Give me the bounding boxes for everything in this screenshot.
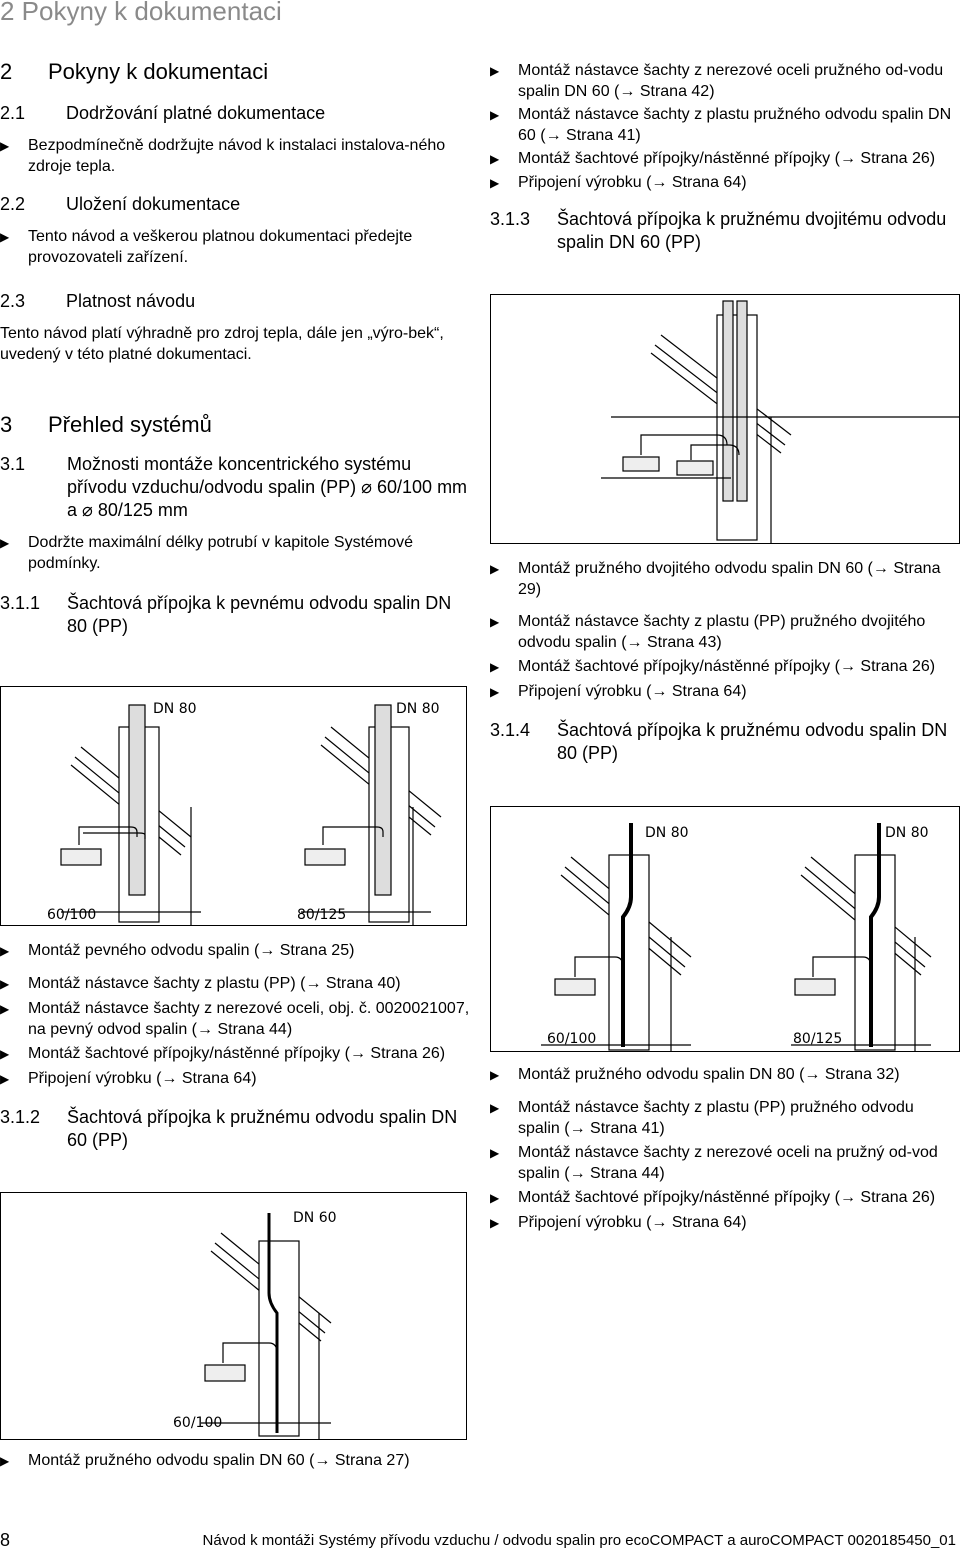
heading-s31: 3.1 Možnosti montáže koncentrického systému přívodu vzduchu/odvodu spalin (PP) ⌀ 60/100 mm a ⌀ 80/125 mm <box>0 454 468 520</box>
left-column <box>0 58 470 638</box>
label-dn80-a: DN 80 <box>645 825 689 841</box>
label-dn80-b: DN 80 <box>396 701 440 717</box>
list-item: ▶ Montáž nástavce šachty z nerezové oceli, obj. č. 0020021007, na pevný odvod spalin (→ Strana 44) <box>0 1000 470 1038</box>
heading-s312: 3.1.2 Šachtová přípojka k pružnému odvodu spalin DN 60 (PP) <box>0 1107 458 1150</box>
list-item: ▶ Montáž nástavce šachty z nerezové oceli na pružný od-vod spalin (→ Strana 44) <box>490 1144 938 1182</box>
label-80-125: 80/125 <box>793 1031 843 1047</box>
heading-s313: 3.1.3 Šachtová přípojka k pružnému dvojitému odvodu spalin DN 60 (PP) <box>490 209 947 252</box>
right-column-bottom <box>490 1064 960 1234</box>
left-column-lower <box>0 940 470 1152</box>
heading-s3: 3 Přehled systémů <box>0 412 212 437</box>
chimney-diagram <box>1 1193 466 1439</box>
list-item: ▶ Připojení výrobku (→ Strana 64) <box>490 683 747 700</box>
list-item: ▶ Montáž pružného odvodu spalin DN 60 (→ Strana 27) <box>0 1452 410 1469</box>
running-head: 2 Pokyny k dokumentaci <box>0 0 282 26</box>
label-80-125: 80/125 <box>297 907 347 923</box>
list-item: ▶ Montáž nástavce šachty z nerezové oceli pružného od-vodu spalin DN 60 (→ Strana 42) <box>490 62 944 100</box>
figure-flexible-flue-dn60 <box>0 1192 467 1440</box>
list-item: ▶ Montáž pevného odvodu spalin (→ Strana 25) <box>0 942 355 959</box>
right-column-mid <box>490 558 960 765</box>
list-item: ▶ Montáž nástavce šachty z plastu (PP) (→ Strana 40) <box>0 975 401 992</box>
label-dn80-a: DN 80 <box>153 701 197 717</box>
list-item: ▶ Montáž pružného odvodu spalin DN 80 (→ Strana 32) <box>490 1066 900 1083</box>
heading-s22: 2.2 Uložení dokumentace <box>0 194 241 214</box>
list-item: ▶ Bezpodmínečně dodržujte návod k instalaci instalova-ného zdroje tepla. <box>0 137 446 175</box>
figure-fixed-flue-dn80 <box>0 686 467 926</box>
heading-s21: 2.1 Dodržování platné dokumentace <box>0 103 326 123</box>
heading-s314: 3.1.4 Šachtová přípojka k pružnému odvodu spalin DN 80 (PP) <box>490 720 948 763</box>
chimney-diagram <box>1 687 466 925</box>
list-item: ▶ Montáž nástavce šachty z plastu (PP) pružného dvojitého odvodu spalin (→ Strana 43) <box>490 613 926 651</box>
list-item: ▶ Připojení výrobku (→ Strana 64) <box>0 1070 257 1087</box>
label-60-100: 60/100 <box>173 1415 223 1431</box>
chimney-diagram <box>491 295 959 543</box>
left-column-bottom <box>0 1450 470 1472</box>
list-item: ▶ Montáž šachtové přípojky/nástěnné přípojky (→ Strana 26) <box>490 658 936 675</box>
list-item: ▶ Montáž nástavce šachty z plastu (PP) pružného odvodu spalin (→ Strana 41) <box>490 1099 914 1137</box>
label-dn60: DN 60 <box>293 1210 337 1226</box>
heading-s311: 3.1.1 Šachtová přípojka k pevnému odvodu spalin DN 80 (PP) <box>0 593 452 636</box>
page-number: 8 <box>0 1530 11 1550</box>
heading-s23: 2.3 Platnost návodu <box>0 291 196 311</box>
list-item: ▶ Montáž šachtové přípojky/nástěnné přípojky (→ Strana 26) <box>490 150 936 167</box>
right-column <box>490 60 960 254</box>
list-item: ▶ Montáž nástavce šachty z plastu pružného odvodu spalin DN 60 (→ Strana 41) <box>490 106 952 144</box>
list-item: ▶ Dodržte maximální délky potrubí v kapitole Systémové podmínky. <box>0 534 414 572</box>
label-60-100: 60/100 <box>47 907 97 923</box>
figure-double-flexible-dn60 <box>490 294 960 544</box>
list-item: ▶ Montáž pružného dvojitého odvodu spalin DN 60 (→ Strana 29) <box>490 560 941 598</box>
label-60-100: 60/100 <box>547 1031 597 1047</box>
heading-s2: 2 Pokyny k dokumentaci <box>0 59 269 84</box>
paragraph: Tento návod platí výhradně pro zdroj tepla, dále jen „výro-bek“, uvedený v této platné dokumentaci. <box>0 325 444 363</box>
list-item: ▶ Připojení výrobku (→ Strana 64) <box>490 1214 747 1231</box>
list-item: ▶ Montáž šachtové přípojky/nástěnné přípojky (→ Strana 26) <box>0 1045 446 1062</box>
chimney-diagram <box>491 807 959 1051</box>
list-item: ▶ Montáž šachtové přípojky/nástěnné přípojky (→ Strana 26) <box>490 1189 936 1206</box>
label-dn80-b: DN 80 <box>885 825 929 841</box>
list-item: ▶ Tento návod a veškerou platnou dokumentaci předejte provozovateli zařízení. <box>0 228 413 266</box>
footer-text: Návod k montáži Systémy přívodu vzduchu / odvodu spalin pro ecoCOMPACT a auroCOMPACT 0020185450_01 <box>202 1532 956 1549</box>
figure-flexible-flue-dn80 <box>490 806 960 1052</box>
list-item: ▶ Připojení výrobku (→ Strana 64) <box>490 174 747 191</box>
